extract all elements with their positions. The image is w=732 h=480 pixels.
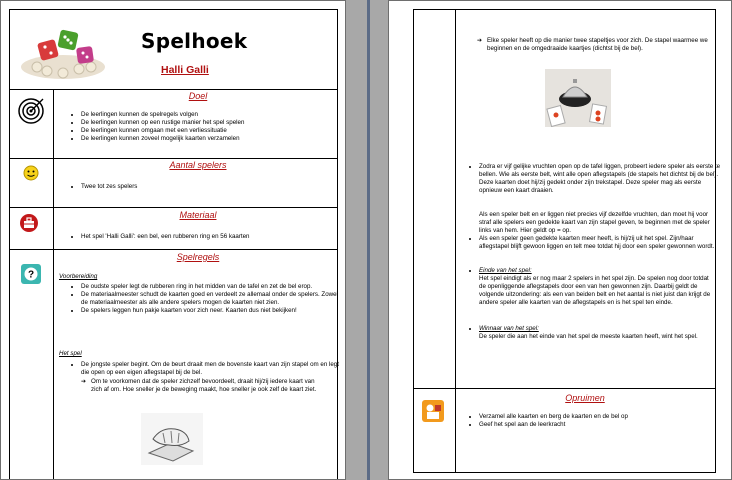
list-item: • De leerlingen kunnen zoveel mogelijk kaarten verzamelen	[81, 135, 343, 143]
section-heading-doel: Doel	[188, 91, 208, 101]
section-heading-materiaal: Materiaal	[179, 210, 217, 220]
rules-list	[467, 163, 723, 195]
spel-arrow-text: Om te voorkomen dat de speler zichzelf bevoordeelt, draait hij/zij iedere kaart van zich af om. Hoe sneller je de beweging maakt, hoe sneller je ook zelf de kaart ziet.	[91, 378, 317, 393]
list-item: • De materiaalmeester schudt de kaarten goed en verdeelt ze allemaal onder de spelers. Zowel de materiaalmeester als alle andere spelers mogen de kaarten niet zien.	[81, 291, 339, 307]
table-border-left	[413, 9, 414, 473]
dice-popcorn-icon	[17, 23, 109, 83]
section-heading-aantal-spelers: Aantal spelers	[169, 160, 227, 170]
list-item: • De jongste speler begint. Om de beurt draait men de bovenste kaart van zijn stapel om en legt die open op een eigen aflegstapel bij de bel.	[81, 361, 339, 377]
table-column-divider	[455, 9, 456, 473]
toolbox-icon	[19, 213, 39, 233]
target-icon	[17, 97, 45, 125]
table-row-divider	[9, 158, 338, 159]
doel-list	[69, 111, 343, 143]
einde-text: Het spel eindigt als er nog maar 2 spelers in het spel zijn. De spelen nog door totdat de openliggende aflegstapels door een van hen gewonnen zijn. Daarbij geldt de volgende uitzondering: als een van beiden belt en het aantal is niet juist dan krijgt de andere speler alle kaarten van de aflegstapels en is het spel ten einde.	[479, 275, 711, 306]
table-border-left	[9, 9, 10, 479]
section-heading-opruimen: Opruimen	[565, 393, 605, 403]
svg-text:?: ?	[27, 269, 35, 281]
bell-cards-photo	[545, 69, 611, 127]
cleanup-icon	[421, 399, 445, 423]
arrow-icon: ➔	[477, 37, 483, 44]
help-question-icon	[20, 263, 42, 285]
table-border-bottom	[413, 472, 716, 473]
table-column-divider	[53, 89, 54, 479]
list-item: • Zodra er vijf gelijke vruchten open op de tafel liggen, probeert iedere speler als eerste te bellen. Wie als eerste belt, wint alle open aflegstapels (de stapels het dichtst bij de bel). Deze kaarten doet hij/zij gedekt onder zijn trekstapel. Deze speler mag als eerste opnieuw een kaart draaien.	[479, 163, 723, 195]
page-title: Spelhoek	[141, 29, 248, 53]
table-border-top	[9, 9, 338, 10]
list-item: • Geef het spel aan de leerkracht	[479, 421, 723, 429]
table-row-divider	[9, 249, 338, 250]
table-border-right	[337, 9, 338, 479]
table-row-divider	[413, 388, 716, 389]
spelers-list	[69, 183, 343, 191]
einde-label: • Einde van het spel:	[479, 267, 723, 275]
einde-list	[467, 267, 723, 275]
document-page-1	[0, 0, 346, 480]
materiaal-list	[69, 233, 343, 241]
winnaar-list	[467, 325, 723, 333]
smiley-icon	[23, 165, 39, 181]
list-item: • De leerlingen kunnen omgaan met een verliessituatie	[81, 127, 343, 135]
list-item: • De spelers leggen hun pakje kaarten voor zich neer. Kaarten dus niet bekijken!	[81, 307, 339, 315]
list-item: • De leerlingen kunnen op een rustige manier het spel spelen	[81, 119, 343, 127]
arrow-top-text: Elke speler heeft op die manier twee stapeltjes voor zich. De stapel waarmee we beginnen en de omgedraaide kaartjes (dichtst bij de bel).	[487, 37, 708, 52]
document-page-2	[388, 0, 732, 480]
table-border-top	[413, 9, 716, 10]
rule1b-text: Als een speler belt en er liggen niet precies vijf dezelfde vruchten, dan moet hij voor straf alle spelers een gedekte kaart van zijn stapel geven, te beginnen met de speler links van hem. Hier geldt op = op.	[479, 211, 710, 234]
table-row-divider	[9, 89, 338, 90]
list-item: • Als een speler geen gedekte kaarten meer heeft, is hij/zij uit het spel. Zijn/haar aflegstapel blijft gewoon liggen en telt mee totdat hij door een speler gewonnen wordt.	[479, 235, 723, 251]
list-item: • Twee tot zes spelers	[81, 183, 343, 191]
voorbereiding-list	[69, 283, 339, 315]
list-item: • Verzamel alle kaarten en berg de kaarten en de bel op	[479, 413, 723, 421]
opruimen-list	[467, 413, 723, 429]
game-name: Halli Galli	[161, 64, 209, 76]
hand-cards-sketch	[141, 413, 203, 465]
list-item: • Het spel 'Halli Galli': een bel, een rubberen ring en 56 kaarten	[81, 233, 343, 241]
winnaar-label: • Winnaar van het spel:	[479, 325, 723, 333]
table-row-divider	[9, 207, 338, 208]
het-spel-label: Het spel	[59, 350, 82, 357]
page-separator	[367, 0, 370, 480]
section-heading-spelregels: Spelregels	[176, 252, 220, 262]
list-item: • De oudste speler legt de rubberen ring in het midden van de tafel en zet de bel erop.	[81, 283, 339, 291]
rules-list-2	[467, 235, 723, 251]
list-item: • De leerlingen kunnen de spelregels volgen	[81, 111, 343, 119]
winnaar-text: De speler die aan het einde van het spel de meeste kaarten heeft, wint het spel.	[479, 333, 698, 340]
spel-list	[69, 361, 339, 377]
voorbereiding-label: Voorbereiding	[59, 273, 98, 280]
arrow-icon: ➔	[81, 378, 87, 385]
